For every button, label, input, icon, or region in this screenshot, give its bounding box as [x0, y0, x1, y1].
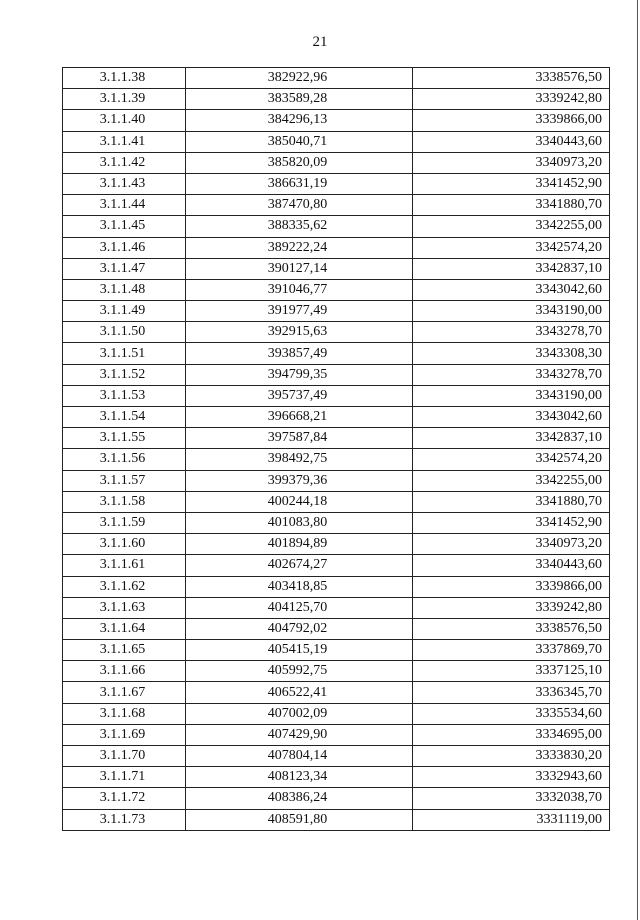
- x-coordinate-cell: 408123,34: [186, 767, 413, 788]
- x-coordinate-cell: 401083,80: [186, 512, 413, 533]
- table-row: [63, 364, 610, 385]
- x-coordinate-cell: 406522,41: [186, 682, 413, 703]
- table-row: [63, 131, 610, 152]
- table-row: [63, 173, 610, 194]
- point-number-cell: 3.1.1.50: [63, 322, 186, 343]
- point-number-cell: 3.1.1.59: [63, 512, 186, 533]
- table-row: [63, 788, 610, 809]
- table-row: [63, 661, 610, 682]
- x-coordinate-cell: 386631,19: [186, 173, 413, 194]
- x-coordinate-cell: 385820,09: [186, 152, 413, 173]
- table-row: [63, 618, 610, 639]
- y-coordinate-cell: 3334695,00: [413, 724, 610, 745]
- point-number-cell: 3.1.1.67: [63, 682, 186, 703]
- table-row: [63, 301, 610, 322]
- point-number-cell: 3.1.1.72: [63, 788, 186, 809]
- table-row: [63, 385, 610, 406]
- table-row: [63, 640, 610, 661]
- point-number-cell: 3.1.1.40: [63, 110, 186, 131]
- x-coordinate-cell: 389222,24: [186, 237, 413, 258]
- table-row: [63, 449, 610, 470]
- x-coordinate-cell: 400244,18: [186, 491, 413, 512]
- table-row: [63, 576, 610, 597]
- point-number-cell: 3.1.1.38: [63, 68, 186, 89]
- x-coordinate-cell: 401894,89: [186, 534, 413, 555]
- y-coordinate-cell: 3341452,90: [413, 173, 610, 194]
- table-row: [63, 470, 610, 491]
- y-coordinate-cell: 3340973,20: [413, 152, 610, 173]
- table-row: [63, 491, 610, 512]
- point-number-cell: 3.1.1.46: [63, 237, 186, 258]
- page-edge: [637, 0, 638, 920]
- y-coordinate-cell: 3339242,80: [413, 89, 610, 110]
- point-number-cell: 3.1.1.69: [63, 724, 186, 745]
- point-number-cell: 3.1.1.57: [63, 470, 186, 491]
- point-number-cell: 3.1.1.62: [63, 576, 186, 597]
- x-coordinate-cell: 398492,75: [186, 449, 413, 470]
- point-number-cell: 3.1.1.39: [63, 89, 186, 110]
- table-row: [63, 89, 610, 110]
- table-row: [63, 68, 610, 89]
- y-coordinate-cell: 3343042,60: [413, 407, 610, 428]
- table-row: [63, 809, 610, 830]
- y-coordinate-cell: 3343278,70: [413, 322, 610, 343]
- point-number-cell: 3.1.1.65: [63, 640, 186, 661]
- x-coordinate-cell: 385040,71: [186, 131, 413, 152]
- x-coordinate-cell: 384296,13: [186, 110, 413, 131]
- x-coordinate-cell: 399379,36: [186, 470, 413, 491]
- table-row: [63, 555, 610, 576]
- table-row: [63, 682, 610, 703]
- x-coordinate-cell: 408591,80: [186, 809, 413, 830]
- y-coordinate-cell: 3332943,60: [413, 767, 610, 788]
- point-number-cell: 3.1.1.73: [63, 809, 186, 830]
- y-coordinate-cell: 3337125,10: [413, 661, 610, 682]
- y-coordinate-cell: 3343190,00: [413, 385, 610, 406]
- point-number-cell: 3.1.1.70: [63, 746, 186, 767]
- y-coordinate-cell: 3340443,60: [413, 131, 610, 152]
- x-coordinate-cell: 402674,27: [186, 555, 413, 576]
- point-number-cell: 3.1.1.64: [63, 618, 186, 639]
- point-number-cell: 3.1.1.47: [63, 258, 186, 279]
- table-row: [63, 343, 610, 364]
- y-coordinate-cell: 3339242,80: [413, 597, 610, 618]
- table-row: [63, 237, 610, 258]
- y-coordinate-cell: 3338576,50: [413, 618, 610, 639]
- point-number-cell: 3.1.1.48: [63, 279, 186, 300]
- table-row: [63, 746, 610, 767]
- x-coordinate-cell: 387470,80: [186, 195, 413, 216]
- y-coordinate-cell: 3341880,70: [413, 195, 610, 216]
- x-coordinate-cell: 390127,14: [186, 258, 413, 279]
- x-coordinate-cell: 395737,49: [186, 385, 413, 406]
- y-coordinate-cell: 3343042,60: [413, 279, 610, 300]
- y-coordinate-cell: 3341880,70: [413, 491, 610, 512]
- table-row: [63, 597, 610, 618]
- table-row: [63, 110, 610, 131]
- x-coordinate-cell: 405415,19: [186, 640, 413, 661]
- x-coordinate-cell: 383589,28: [186, 89, 413, 110]
- point-number-cell: 3.1.1.49: [63, 301, 186, 322]
- x-coordinate-cell: 404125,70: [186, 597, 413, 618]
- point-number-cell: 3.1.1.43: [63, 173, 186, 194]
- table-row: [63, 258, 610, 279]
- y-coordinate-cell: 3343308,30: [413, 343, 610, 364]
- page-number: 21: [312, 34, 328, 50]
- point-number-cell: 3.1.1.52: [63, 364, 186, 385]
- x-coordinate-cell: 407804,14: [186, 746, 413, 767]
- x-coordinate-cell: 391046,77: [186, 279, 413, 300]
- x-coordinate-cell: 382922,96: [186, 68, 413, 89]
- x-coordinate-cell: 408386,24: [186, 788, 413, 809]
- point-number-cell: 3.1.1.55: [63, 428, 186, 449]
- y-coordinate-cell: 3336345,70: [413, 682, 610, 703]
- x-coordinate-cell: 391977,49: [186, 301, 413, 322]
- x-coordinate-cell: 393857,49: [186, 343, 413, 364]
- table-row: [63, 428, 610, 449]
- x-coordinate-cell: 407429,90: [186, 724, 413, 745]
- x-coordinate-cell: 388335,62: [186, 216, 413, 237]
- y-coordinate-cell: 3339866,00: [413, 110, 610, 131]
- y-coordinate-cell: 3342574,20: [413, 237, 610, 258]
- x-coordinate-cell: 407002,09: [186, 703, 413, 724]
- coordinates-table: [62, 67, 610, 831]
- x-coordinate-cell: 405992,75: [186, 661, 413, 682]
- x-coordinate-cell: 392915,63: [186, 322, 413, 343]
- point-number-cell: 3.1.1.61: [63, 555, 186, 576]
- y-coordinate-cell: 3340443,60: [413, 555, 610, 576]
- y-coordinate-cell: 3333830,20: [413, 746, 610, 767]
- x-coordinate-cell: 397587,84: [186, 428, 413, 449]
- y-coordinate-cell: 3343278,70: [413, 364, 610, 385]
- table-row: [63, 195, 610, 216]
- table-row: [63, 279, 610, 300]
- y-coordinate-cell: 3342837,10: [413, 258, 610, 279]
- point-number-cell: 3.1.1.71: [63, 767, 186, 788]
- x-coordinate-cell: 394799,35: [186, 364, 413, 385]
- point-number-cell: 3.1.1.63: [63, 597, 186, 618]
- point-number-cell: 3.1.1.54: [63, 407, 186, 428]
- table-row: [63, 767, 610, 788]
- x-coordinate-cell: 404792,02: [186, 618, 413, 639]
- point-number-cell: 3.1.1.45: [63, 216, 186, 237]
- table-row: [63, 724, 610, 745]
- y-coordinate-cell: 3339866,00: [413, 576, 610, 597]
- x-coordinate-cell: 403418,85: [186, 576, 413, 597]
- point-number-cell: 3.1.1.42: [63, 152, 186, 173]
- point-number-cell: 3.1.1.66: [63, 661, 186, 682]
- y-coordinate-cell: 3337869,70: [413, 640, 610, 661]
- table-row: [63, 703, 610, 724]
- point-number-cell: 3.1.1.58: [63, 491, 186, 512]
- y-coordinate-cell: 3335534,60: [413, 703, 610, 724]
- point-number-cell: 3.1.1.60: [63, 534, 186, 555]
- y-coordinate-cell: 3341452,90: [413, 512, 610, 533]
- table-row: [63, 512, 610, 533]
- point-number-cell: 3.1.1.44: [63, 195, 186, 216]
- point-number-cell: 3.1.1.51: [63, 343, 186, 364]
- y-coordinate-cell: 3342837,10: [413, 428, 610, 449]
- table-row: [63, 216, 610, 237]
- table-row: [63, 407, 610, 428]
- table-row: [63, 534, 610, 555]
- y-coordinate-cell: 3342574,20: [413, 449, 610, 470]
- y-coordinate-cell: 3338576,50: [413, 68, 610, 89]
- y-coordinate-cell: 3332038,70: [413, 788, 610, 809]
- y-coordinate-cell: 3343190,00: [413, 301, 610, 322]
- point-number-cell: 3.1.1.56: [63, 449, 186, 470]
- x-coordinate-cell: 396668,21: [186, 407, 413, 428]
- y-coordinate-cell: 3342255,00: [413, 216, 610, 237]
- point-number-cell: 3.1.1.68: [63, 703, 186, 724]
- y-coordinate-cell: 3342255,00: [413, 470, 610, 491]
- y-coordinate-cell: 3340973,20: [413, 534, 610, 555]
- point-number-cell: 3.1.1.41: [63, 131, 186, 152]
- coordinates-table-body: [63, 68, 610, 831]
- table-row: [63, 322, 610, 343]
- y-coordinate-cell: 3331119,00: [413, 809, 610, 830]
- table-row: [63, 152, 610, 173]
- point-number-cell: 3.1.1.53: [63, 385, 186, 406]
